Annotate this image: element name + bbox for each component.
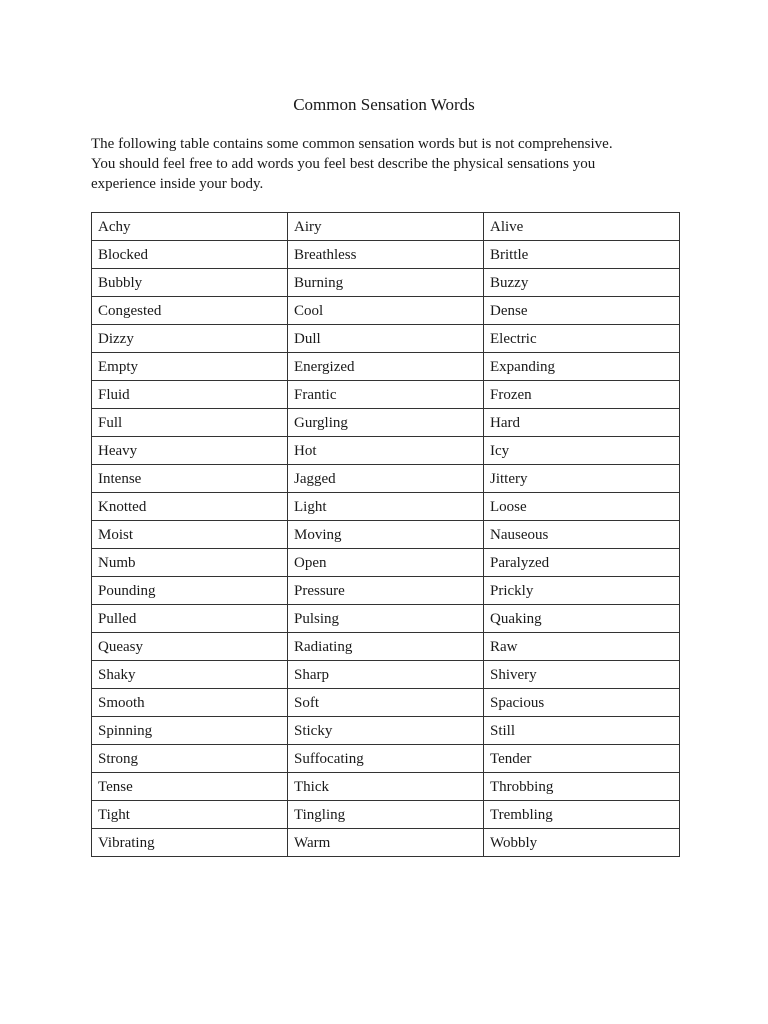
table-cell: Airy [288, 213, 484, 241]
table-cell: Hard [484, 409, 680, 437]
table-row [92, 353, 680, 381]
table-cell: Raw [484, 633, 680, 661]
table-cell: Energized [288, 353, 484, 381]
table-cell: Frozen [484, 381, 680, 409]
table-cell: Strong [92, 745, 288, 773]
table-cell: Shivery [484, 661, 680, 689]
table-cell: Pulled [92, 605, 288, 633]
table-cell: Thick [288, 773, 484, 801]
table-cell: Shaky [92, 661, 288, 689]
table-row [92, 521, 680, 549]
table-cell: Buzzy [484, 269, 680, 297]
intro-paragraph [91, 134, 691, 194]
table-cell: Knotted [92, 493, 288, 521]
table-row [92, 661, 680, 689]
table-row [92, 829, 680, 857]
table-cell: Moving [288, 521, 484, 549]
table-cell: Pounding [92, 577, 288, 605]
table-row [92, 269, 680, 297]
table-cell: Trembling [484, 801, 680, 829]
table-cell: Jagged [288, 465, 484, 493]
table-body [92, 213, 680, 857]
intro-line: experience inside your body. [91, 176, 264, 192]
table-row [92, 297, 680, 325]
table-cell: Dizzy [92, 325, 288, 353]
table-cell: Intense [92, 465, 288, 493]
table-cell: Vibrating [92, 829, 288, 857]
table-row [92, 773, 680, 801]
table-cell: Icy [484, 437, 680, 465]
table-cell: Gurgling [288, 409, 484, 437]
table-cell: Hot [288, 437, 484, 465]
table-cell: Dull [288, 325, 484, 353]
table-cell: Full [92, 409, 288, 437]
table-cell: Frantic [288, 381, 484, 409]
table-cell: Soft [288, 689, 484, 717]
table-cell: Pulsing [288, 605, 484, 633]
table-cell: Sharp [288, 661, 484, 689]
intro-line: The following table contains some common sensation words but is not comprehensive. [91, 136, 613, 152]
table-cell: Blocked [92, 241, 288, 269]
table-cell: Tense [92, 773, 288, 801]
table-row [92, 577, 680, 605]
table-cell: Queasy [92, 633, 288, 661]
table-cell: Suffocating [288, 745, 484, 773]
table-cell: Still [484, 717, 680, 745]
table-cell: Jittery [484, 465, 680, 493]
table-cell: Tingling [288, 801, 484, 829]
table-cell: Loose [484, 493, 680, 521]
table-cell: Electric [484, 325, 680, 353]
page-title: Common Sensation Words [293, 95, 475, 114]
table-cell: Pressure [288, 577, 484, 605]
table-cell: Radiating [288, 633, 484, 661]
table-cell: Moist [92, 521, 288, 549]
table-row [92, 689, 680, 717]
table-cell: Expanding [484, 353, 680, 381]
table-cell: Fluid [92, 381, 288, 409]
table-row [92, 801, 680, 829]
table-cell: Spinning [92, 717, 288, 745]
table-row [92, 381, 680, 409]
table-cell: Dense [484, 297, 680, 325]
table-row [92, 745, 680, 773]
table-cell: Wobbly [484, 829, 680, 857]
table-cell: Numb [92, 549, 288, 577]
table-cell: Tender [484, 745, 680, 773]
table-cell: Sticky [288, 717, 484, 745]
table-cell: Quaking [484, 605, 680, 633]
table-cell: Nauseous [484, 521, 680, 549]
table-cell: Spacious [484, 689, 680, 717]
intro-line: You should feel free to add words you feel best describe the physical sensations you [91, 156, 596, 172]
table-row [92, 213, 680, 241]
table-cell: Congested [92, 297, 288, 325]
table-cell: Brittle [484, 241, 680, 269]
table-cell: Cool [288, 297, 484, 325]
table-cell: Alive [484, 213, 680, 241]
table-cell: Open [288, 549, 484, 577]
table-cell: Paralyzed [484, 549, 680, 577]
table-row [92, 605, 680, 633]
table-cell: Breathless [288, 241, 484, 269]
table-cell: Heavy [92, 437, 288, 465]
table-cell: Empty [92, 353, 288, 381]
table-row [92, 549, 680, 577]
table-cell: Achy [92, 213, 288, 241]
table-row [92, 633, 680, 661]
sensation-words-table [91, 212, 680, 857]
table-cell: Prickly [484, 577, 680, 605]
table-cell: Smooth [92, 689, 288, 717]
table-cell: Tight [92, 801, 288, 829]
table-row [92, 437, 680, 465]
table-row [92, 241, 680, 269]
table-cell: Warm [288, 829, 484, 857]
table-row [92, 325, 680, 353]
table-cell: Burning [288, 269, 484, 297]
table-cell: Throbbing [484, 773, 680, 801]
table-row [92, 493, 680, 521]
table-row [92, 465, 680, 493]
table-row [92, 717, 680, 745]
table-cell: Bubbly [92, 269, 288, 297]
table-cell: Light [288, 493, 484, 521]
table-row [92, 409, 680, 437]
